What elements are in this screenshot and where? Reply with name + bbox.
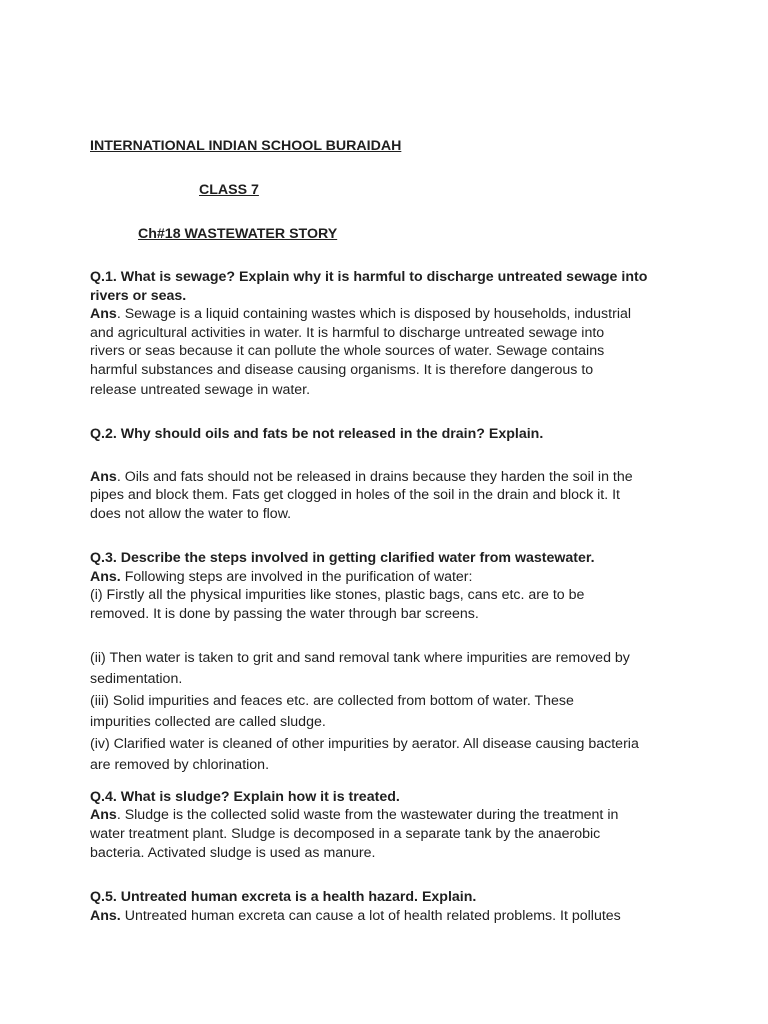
answer-4-line-3: bacteria. Activated sludge is used as manure. <box>90 845 376 861</box>
question-2-line-1: Q.2. Why should oils and fats be not released in the drain? Explain. <box>90 426 544 442</box>
answer-3-line-9: are removed by chlorination. <box>90 757 270 773</box>
answer-3-line-6: (iii) Solid impurities and feaces etc. are collected from bottom of water. These <box>90 693 574 709</box>
answer-1-line-2: and agricultural activities in water. It is harmful to discharge untreated sewage into <box>90 325 605 341</box>
answer-3-line-4: (ii) Then water is taken to grit and sand removal tank where impurities are removed by <box>90 650 630 666</box>
answer-3-line-7: impurities collected are called sludge. <box>90 714 326 730</box>
question-5-line-1: Q.5. Untreated human excreta is a health hazard. Explain. <box>90 889 477 905</box>
answer-label: Ans. <box>90 569 121 585</box>
answer-4-line-2: water treatment plant. Sludge is decomposed in a separate tank by the anaerobic <box>90 826 601 842</box>
chapter-heading: Ch#18 WASTEWATER STORY <box>138 226 338 242</box>
answer-3-line-8: (iv) Clarified water is cleaned of other impurities by aerator. All disease causing bacteria <box>90 736 639 752</box>
answer-label: Ans. <box>90 908 121 924</box>
answer-text: Following steps are involved in the purification of water: <box>120 569 473 585</box>
question-1-line-1: Q.1. What is sewage? Explain why it is harmful to discharge untreated sewage into <box>90 269 648 285</box>
answer-2-line-3: does not allow the water to flow. <box>90 506 292 522</box>
question-1-line-2: rivers or seas. <box>90 288 187 304</box>
question-4-line-1: Q.4. What is sludge? Explain how it is treated. <box>90 789 400 805</box>
answer-1-line-3: rivers or seas because it can pollute the whole sources of water. Sewage contains <box>90 343 605 359</box>
answer-label: Ans <box>90 469 117 485</box>
class-heading: CLASS 7 <box>199 182 259 198</box>
answer-4-line-1 <box>90 806 618 825</box>
answer-1-line-4: harmful substances and disease causing organisms. It is therefore dangerous to <box>90 362 594 378</box>
answer-2-line-2: pipes and block them. Fats get clogged in holes of the soil in the drain and block it. It <box>90 487 620 503</box>
answer-label: Ans <box>90 306 117 322</box>
answer-1-line-1 <box>90 305 631 324</box>
answer-text: Untreated human excreta can cause a lot of health related problems. It pollutes <box>120 908 621 924</box>
answer-text: . Oils and fats should not be released in drains because they harden the soil in the <box>116 469 633 485</box>
answer-3-line-5: sedimentation. <box>90 671 183 687</box>
answer-3-line-2: (i) Firstly all the physical impurities like stones, plastic bags, cans etc. are to be <box>90 587 585 603</box>
school-name: INTERNATIONAL INDIAN SCHOOL BURAIDAH <box>90 138 402 154</box>
answer-2-line-1 <box>90 468 633 487</box>
answer-text: . Sludge is the collected solid waste from the wastewater during the treatment in <box>116 807 619 823</box>
question-3-line-1: Q.3. Describe the steps involved in getting clarified water from wastewater. <box>90 550 595 566</box>
answer-3-line-1 <box>90 568 472 587</box>
answer-text: . Sewage is a liquid containing wastes which is disposed by households, industrial <box>116 306 632 322</box>
answer-5-line-1 <box>90 907 621 926</box>
answer-1-line-5: release untreated sewage in water. <box>90 382 311 398</box>
answer-label: Ans <box>90 807 117 823</box>
answer-3-line-3: removed. It is done by passing the water through bar screens. <box>90 606 479 622</box>
